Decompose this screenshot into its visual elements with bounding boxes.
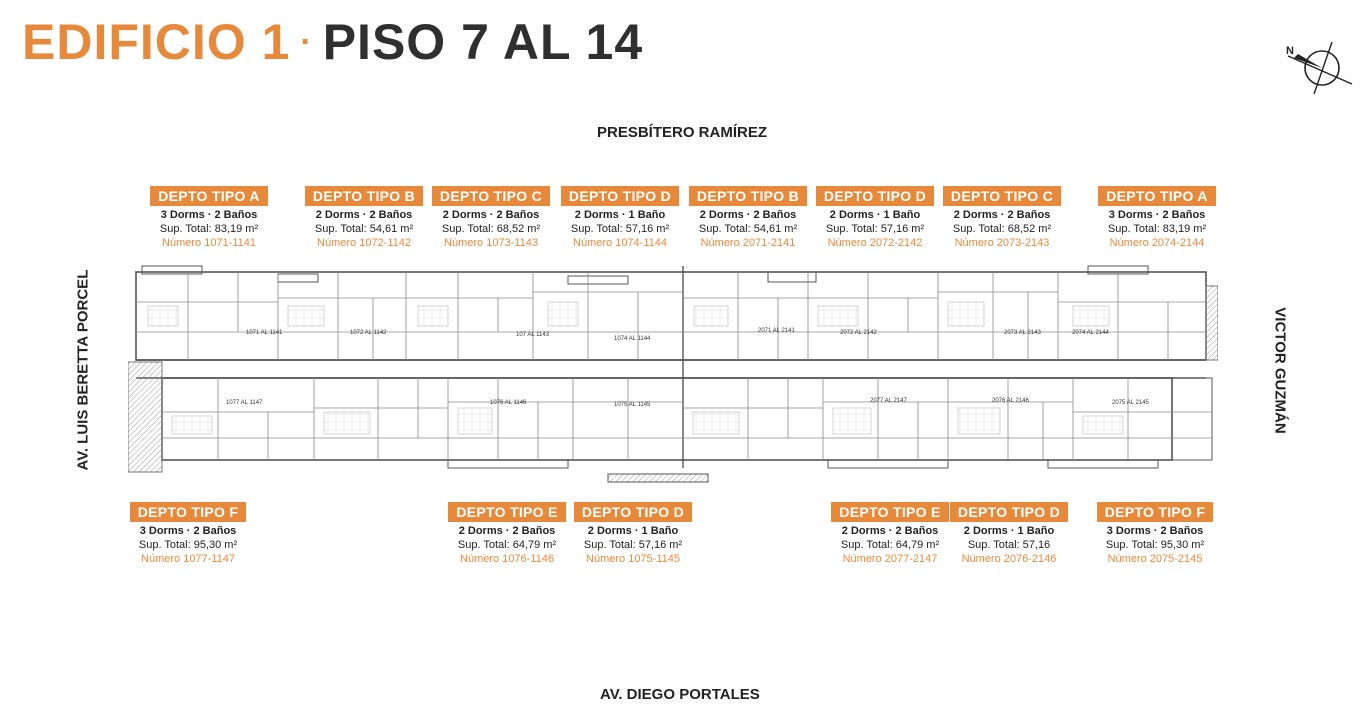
plan-fixtures [148,302,1123,434]
unit-type-badge: DEPTO TIPO B [305,186,423,206]
unit-rooms: 2 Dorms · 2 Baños [442,209,540,221]
unit-type-badge: DEPTO TIPO D [950,502,1068,522]
unit-type-badge: DEPTO TIPO A [1098,186,1216,206]
unit-number: Número 2075-2145 [1107,553,1203,565]
unit-surface: Sup. Total: 54,61 m² [698,223,798,235]
plan-code: 1071 AL 1141 [246,330,283,336]
unit-rooms: 2 Dorms · 2 Baños [953,209,1051,221]
unit-surface: Sup. Total: 64,79 m² [457,539,557,551]
unit-label-bottom-5 [934,502,1084,565]
unit-number: Número 1072-1142 [317,237,411,249]
unit-type-badge: DEPTO TIPO D [816,186,934,206]
plan-code: 2071 AL 2141 [758,328,795,334]
unit-surface: Sup. Total: 54,61 m² [314,223,414,235]
unit-rooms: 2 Dorms · 1 Baño [574,209,666,221]
unit-number: Número 2074-2144 [1109,237,1205,249]
plan-code: 2075 AL 2145 [1112,400,1149,406]
unit-number: Número 2071-2141 [700,237,796,249]
unit-surface: Sup. Total: 57,16 m² [825,223,925,235]
unit-type-badge: DEPTO TIPO C [943,186,1061,206]
unit-number: Número 1073-1143 [444,237,538,249]
unit-number: Número 2077-2147 [842,553,938,565]
plan-code: 1072 AL 1142 [350,330,387,336]
plan-code: 1075 AL 1145 [614,402,651,408]
unit-rooms: 2 Dorms · 1 Baño [829,209,921,221]
plan-code: 1074 AL 1144 [614,336,651,342]
unit-type-badge: DEPTO TIPO A [150,186,268,206]
plan-code: 2077 AL 2147 [870,398,907,404]
unit-number: Número 1076-1146 [460,553,554,565]
unit-type-badge: DEPTO TIPO D [574,502,692,522]
unit-type-badge: DEPTO TIPO F [1097,502,1214,522]
unit-surface: Sup. Total: 57,16 m² [583,539,683,551]
unit-number: Número 2073-2143 [954,237,1050,249]
unit-rooms: 3 Dorms · 2 Baños [160,209,258,221]
street-right: VICTOR GUZMÁN [1271,307,1289,434]
unit-number: Número 1071-1141 [162,237,256,249]
unit-rooms: 2 Dorms · 1 Baño [587,525,679,537]
unit-label-top-1 [134,186,284,249]
street-left: AV. LUIS BERETTA PORCEL [74,269,92,471]
unit-label-top-8 [1082,186,1232,249]
unit-label-bottom-6 [1080,502,1230,565]
unit-type-badge: DEPTO TIPO D [561,186,679,206]
unit-surface: Sup. Total: 68,52 m² [441,223,541,235]
plan-unit-codes [226,328,1149,408]
unit-rooms: 3 Dorms · 2 Baños [139,525,237,537]
plan-code: 107 AL 1143 [516,332,550,338]
unit-type-badge: DEPTO TIPO E [448,502,565,522]
unit-label-top-7 [927,186,1077,249]
unit-type-badge: DEPTO TIPO B [689,186,807,206]
unit-number: Número 1077-1147 [141,553,235,565]
unit-surface: Sup. Total: 83,19 m² [1107,223,1207,235]
unit-type-badge: DEPTO TIPO C [432,186,550,206]
unit-rooms: 3 Dorms · 2 Baños [1108,209,1206,221]
unit-surface: Sup. Total: 68,52 m² [952,223,1052,235]
unit-type-badge: DEPTO TIPO E [831,502,948,522]
unit-label-bottom-3 [558,502,708,565]
unit-rooms: 2 Dorms · 2 Baños [458,525,556,537]
plan-code: 1077 AL 1147 [226,400,263,406]
unit-rooms: 2 Dorms · 2 Baños [315,209,413,221]
plan-partitions [136,266,1212,468]
title-building: EDIFICIO 1 [22,14,291,70]
plan-code: 1076 AL 1146 [490,400,527,406]
plan-code: 2072 AL 2142 [840,330,877,336]
unit-rooms: 2 Dorms · 1 Baño [963,525,1055,537]
unit-surface: Sup. Total: 57,16 [967,539,1051,551]
street-top: PRESBÍTERO RAMÍREZ [597,124,768,141]
floor-plan [128,262,1218,488]
unit-surface: Sup. Total: 64,79 m² [840,539,940,551]
unit-rooms: 3 Dorms · 2 Baños [1106,525,1204,537]
unit-surface: Sup. Total: 95,30 m² [138,539,238,551]
svg-text:N: N [1286,45,1294,57]
unit-rooms: 2 Dorms · 2 Baños [841,525,939,537]
page-title [22,14,643,70]
plan-code: 2073 AL 2143 [1004,330,1041,336]
unit-type-badge: DEPTO TIPO F [130,502,247,522]
unit-number: Número 1074-1144 [573,237,667,249]
unit-number: Número 1075-1145 [586,553,680,565]
title-separator: · [300,23,313,61]
unit-number: Número 2076-2146 [961,553,1057,565]
plan-code: 2074 AL 2144 [1072,330,1109,336]
unit-number: Número 2072-2142 [827,237,923,249]
north-arrow-icon [1284,40,1356,96]
unit-label-top-3 [416,186,566,249]
unit-surface: Sup. Total: 57,16 m² [570,223,670,235]
unit-surface: Sup. Total: 95,30 m² [1105,539,1205,551]
street-bottom: AV. DIEGO PORTALES [600,686,760,703]
unit-surface: Sup. Total: 83,19 m² [159,223,259,235]
unit-rooms: 2 Dorms · 2 Baños [699,209,797,221]
title-floors: PISO 7 AL 14 [322,14,644,70]
unit-label-bottom-1 [113,502,263,565]
plan-code: 2076 AL 2146 [992,398,1029,404]
